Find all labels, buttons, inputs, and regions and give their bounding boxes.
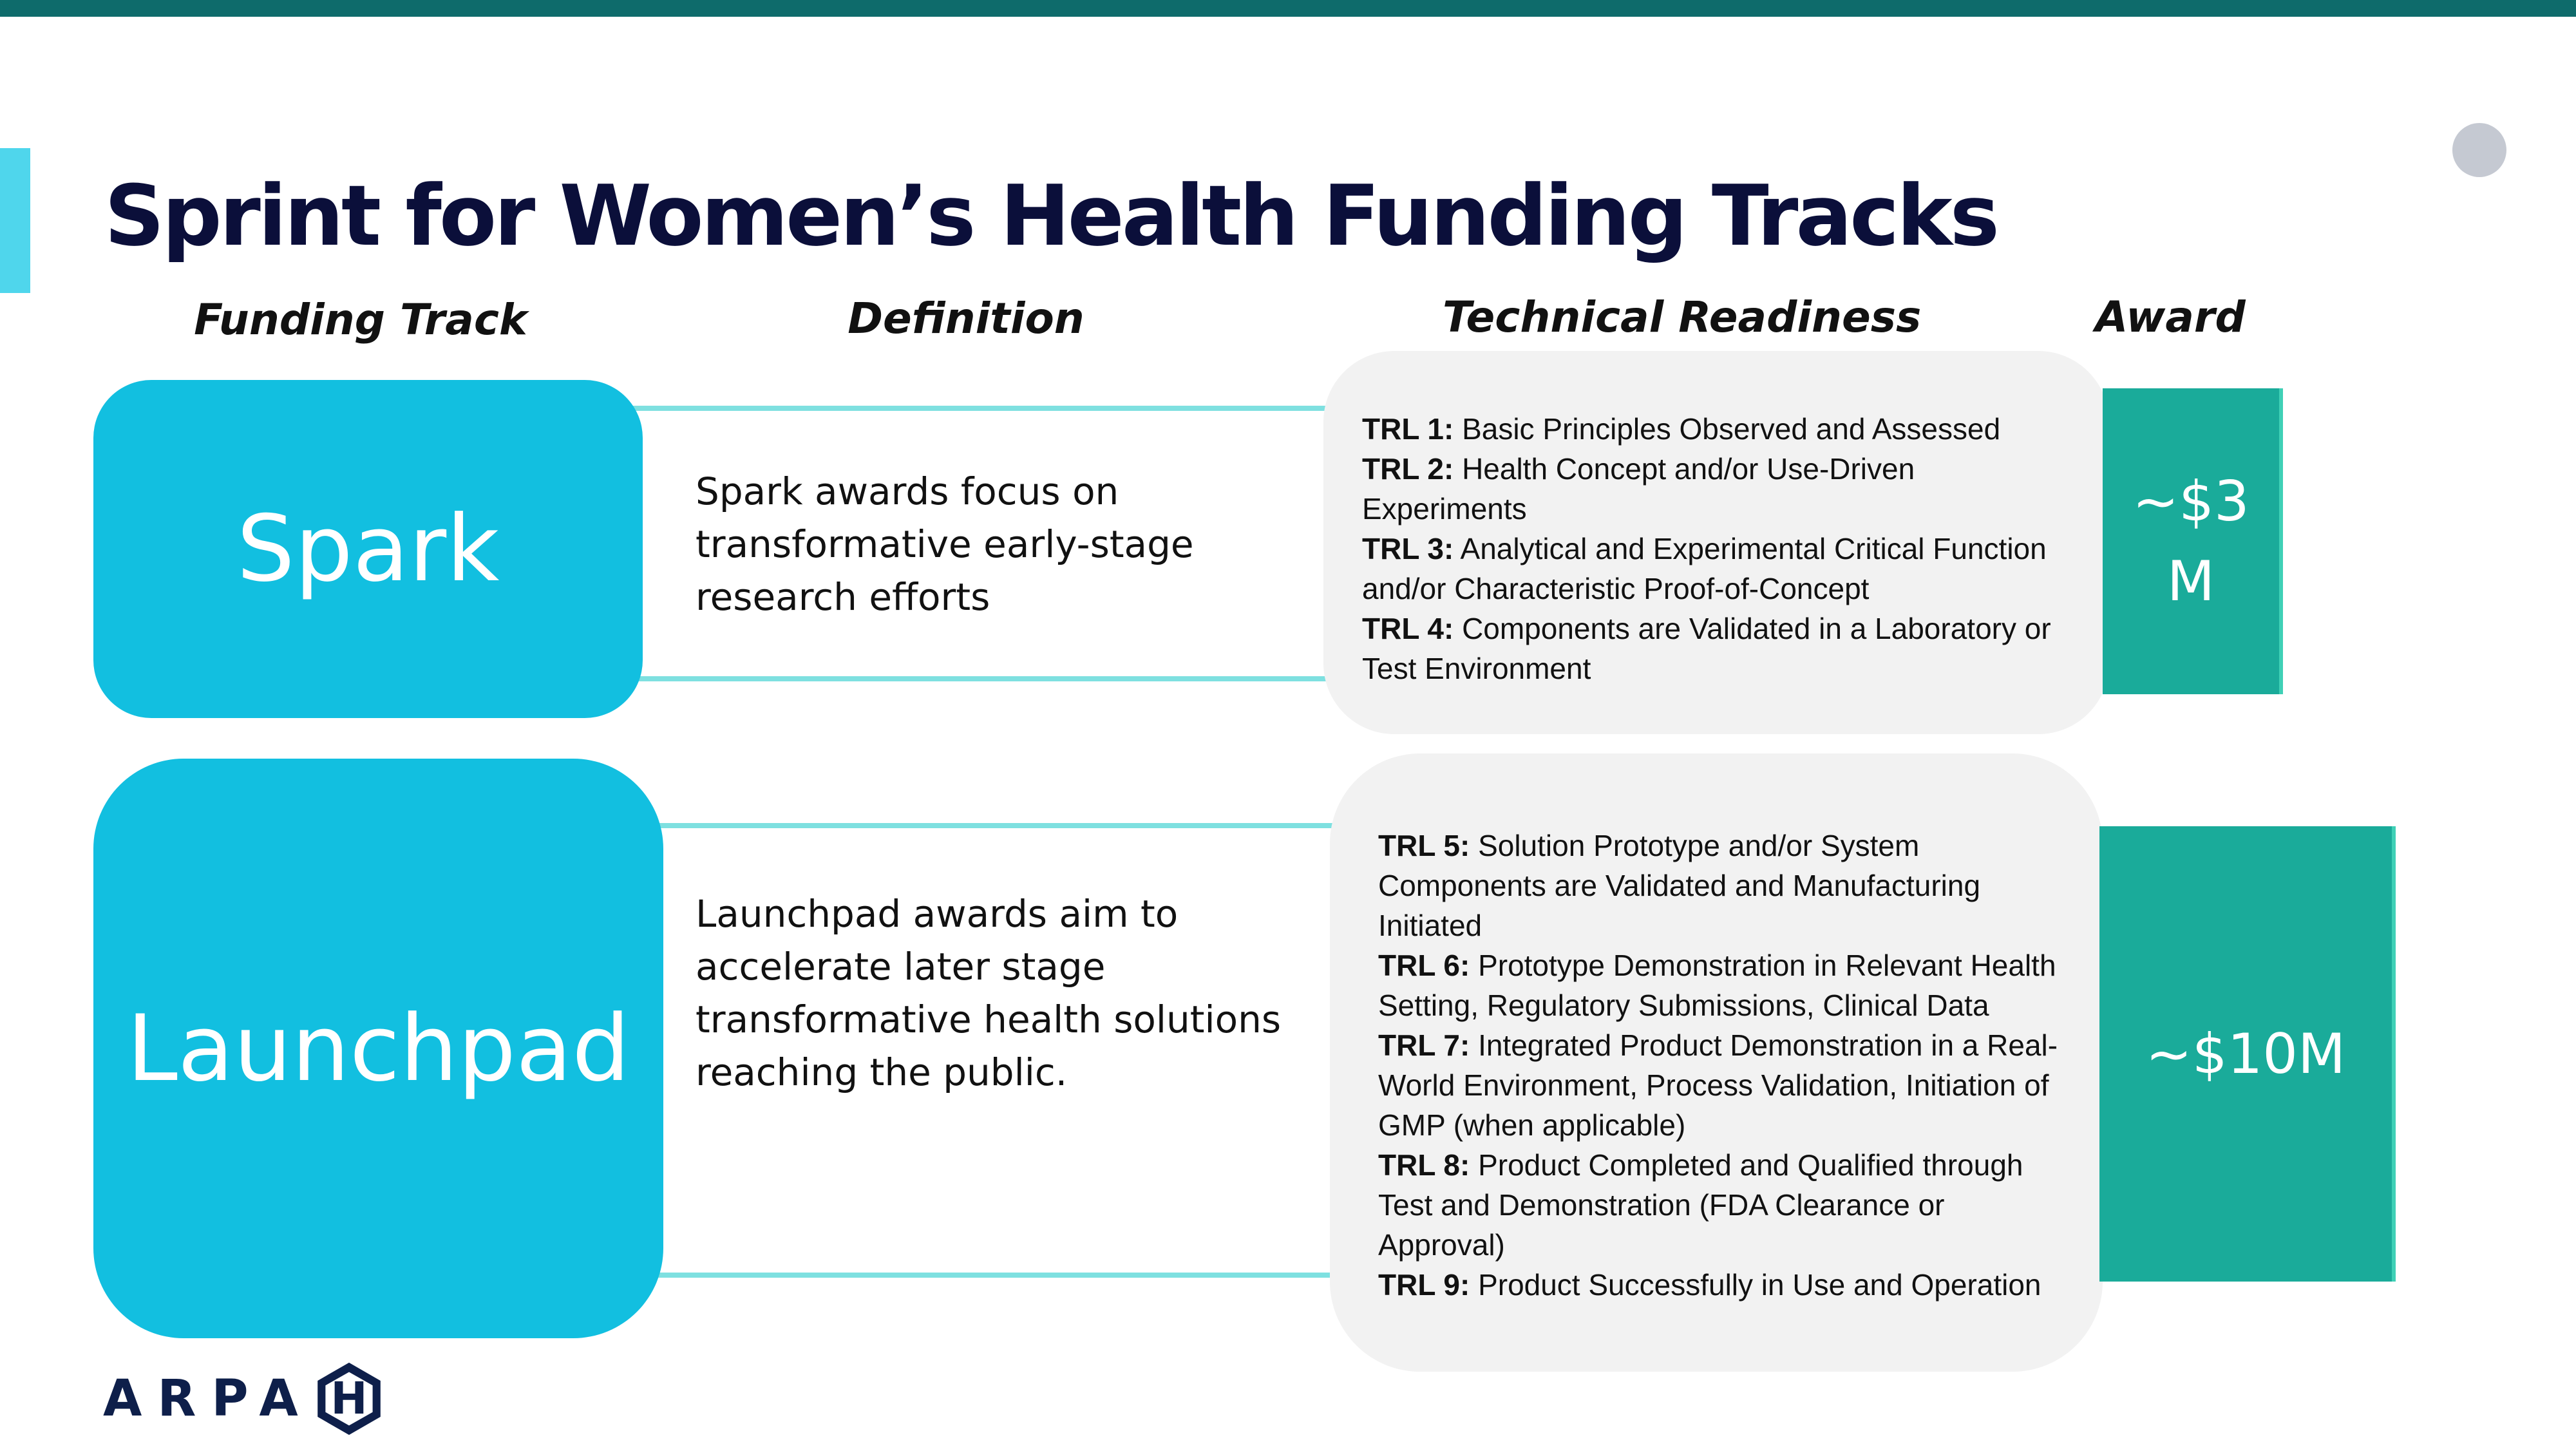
trl-item: TRL 1: Basic Principles Observed and Assessed [1362,412,2001,446]
award-value-spark: ~$3 M [2132,469,2249,614]
trl-box-spark [1323,351,2109,734]
definition-spark: Spark awards focus on transformative early-stage research efforts [696,469,1194,619]
track-name-spark: Spark [236,496,500,602]
track-name-launchpad: Launchpad [126,995,630,1102]
column-header-award: Award [2095,292,2246,342]
trl-item: TRL 8: Product Completed and Qualified through Test and Demonstration (FDA Clearance or Approval) [1378,1148,2023,1262]
page-title: Sprint for Women’s Health Funding Tracks [104,167,1998,265]
trl-item: TRL 2: Health Concept and/or Use-Driven Experiments [1362,452,1915,526]
corner-dot [2452,123,2506,177]
column-header-funding-track: Funding Track [194,295,527,345]
track-box-launchpad [93,759,663,1338]
arpa-h-logo [103,1360,388,1437]
column-header-technical-readiness: Technical Readiness [1443,292,1922,342]
top-bar [0,0,2576,17]
definition-launchpad: Launchpad awards aim to accelerate later stage transformative health solutions reaching the public. [696,892,1282,1094]
hexagon-h-icon [310,1359,388,1438]
logo-text: ARPA [103,1370,314,1428]
trl-item: TRL 7: Integrated Product Demonstration in a Real-World Environment, Process Validation, Initiation of GMP (when applicable) [1378,1028,2058,1142]
svg-text:H: H [330,1374,368,1425]
left-accent-bar [0,148,30,293]
trl-item: TRL 6: Prototype Demonstration in Relevant Health Setting, Regulatory Submissions, Clinical Data [1378,949,2056,1022]
trl-item: TRL 5: Solution Prototype and/or System Components are Validated and Manufacturing Initiated [1378,829,1981,942]
award-box-launchpad [2099,826,2396,1282]
track-box-spark [93,380,643,718]
trl-item: TRL 4: Components are Validated in a Laboratory or Test Environment [1362,612,2051,685]
award-box-spark [2103,388,2283,694]
trl-item: TRL 3: Analytical and Experimental Critical Function and/or Characteristic Proof-of-Concept [1362,532,2047,605]
trl-box-launchpad [1330,753,2103,1372]
trl-item: TRL 9: Product Successfully in Use and Operation [1378,1268,2041,1302]
column-header-definition: Definition [848,294,1084,343]
award-value-launchpad: ~$10M [2145,1021,2346,1086]
